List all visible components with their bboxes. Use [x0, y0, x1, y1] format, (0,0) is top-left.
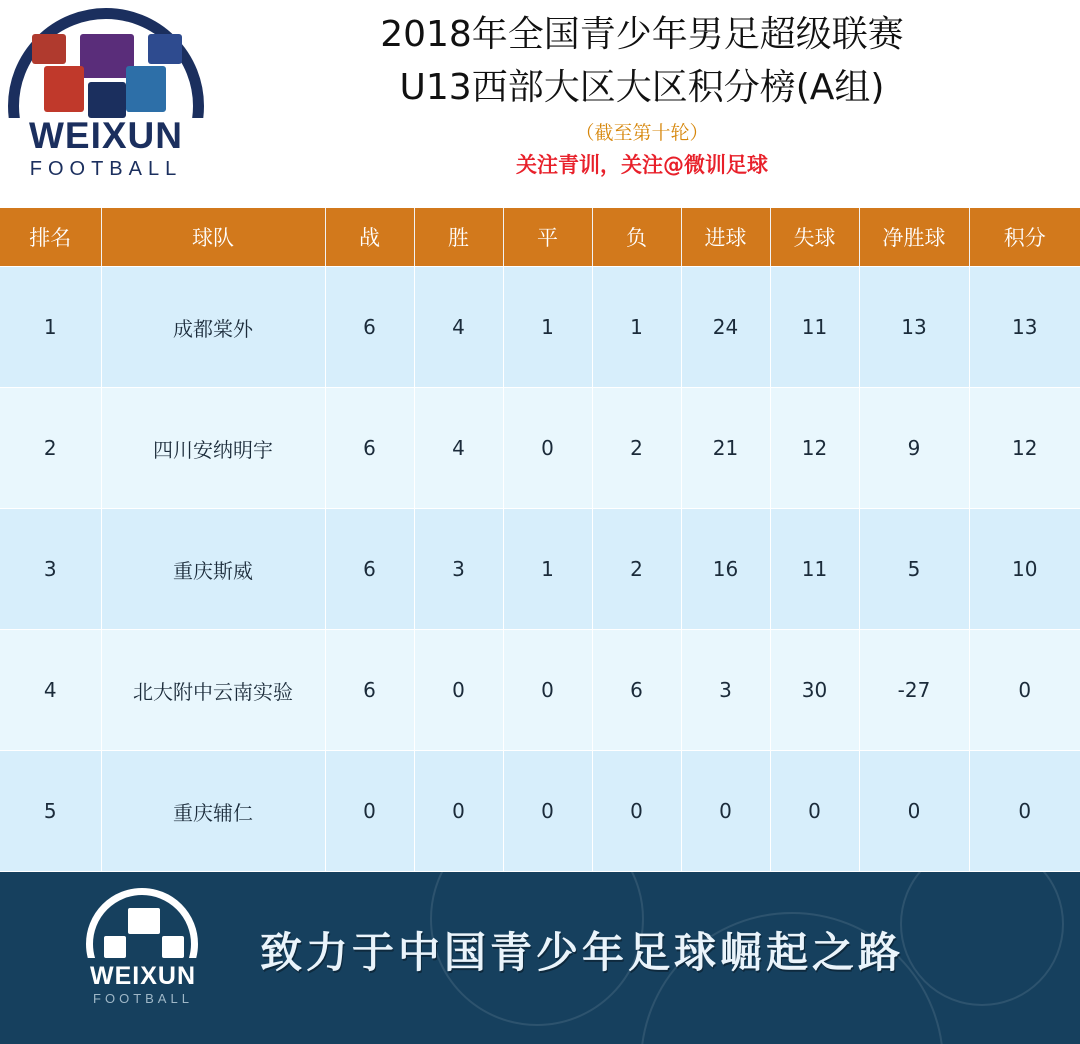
- cell-loss: 6: [592, 630, 681, 751]
- table-row: [0, 388, 1080, 509]
- footer-banner: [0, 872, 1080, 1044]
- cell-ga: 11: [770, 509, 859, 630]
- column-header-team: 球队: [101, 208, 325, 267]
- cell-points: 0: [969, 751, 1080, 872]
- cell-draw: 0: [503, 388, 592, 509]
- cell-team: 重庆辅仁: [101, 751, 325, 872]
- promo-text: 关注青训，关注@微训足球: [516, 153, 768, 177]
- cell-points: 0: [969, 630, 1080, 751]
- brand-logo-main: WEIXUN: [29, 115, 183, 156]
- table-row: [0, 751, 1080, 872]
- cell-team: 成都棠外: [101, 267, 325, 388]
- cell-played: 6: [325, 509, 414, 630]
- cell-loss: 2: [592, 388, 681, 509]
- cell-ga: 11: [770, 267, 859, 388]
- cell-team: 北大附中云南实验: [101, 630, 325, 751]
- column-header-gf: 进球: [681, 208, 770, 267]
- cell-rank: 5: [0, 751, 101, 872]
- column-header-gd: 净胜球: [859, 208, 969, 267]
- cell-loss: 1: [592, 267, 681, 388]
- page-header: [0, 0, 1080, 208]
- table-header-row: [0, 208, 1080, 267]
- cell-team: 重庆斯威: [101, 509, 325, 630]
- table-row: [0, 267, 1080, 388]
- cell-gd: 0: [859, 751, 969, 872]
- cell-gd: -27: [859, 630, 969, 751]
- cell-played: 6: [325, 388, 414, 509]
- table-row: [0, 509, 1080, 630]
- column-header-loss: 负: [592, 208, 681, 267]
- footer-logo-sub: FOOTBALL: [93, 991, 193, 1006]
- cell-win: 4: [414, 388, 503, 509]
- cell-team: 四川安纳明宇: [101, 388, 325, 509]
- brand-logo-sub: FOOTBALL: [29, 158, 183, 180]
- column-header-draw: 平: [503, 208, 592, 267]
- cell-draw: 1: [503, 509, 592, 630]
- cell-rank: 4: [0, 630, 101, 751]
- cell-gf: 16: [681, 509, 770, 630]
- cell-gf: 0: [681, 751, 770, 872]
- footer-logo-main: WEIXUN: [90, 962, 196, 990]
- column-header-played: 战: [325, 208, 414, 267]
- cell-points: 10: [969, 509, 1080, 630]
- column-header-win: 胜: [414, 208, 503, 267]
- cell-loss: 0: [592, 751, 681, 872]
- cell-win: 3: [414, 509, 503, 630]
- brand-logo: [0, 0, 212, 200]
- cell-draw: 1: [503, 267, 592, 388]
- cell-ga: 12: [770, 388, 859, 509]
- cell-gf: 3: [681, 630, 770, 751]
- cell-rank: 3: [0, 509, 101, 630]
- title-block: [212, 8, 1072, 180]
- cell-gd: 9: [859, 388, 969, 509]
- footer-slogan: 致力于中国青少年足球崛起之路: [260, 928, 905, 977]
- page-title-line-1: 2018年全国青少年男足超级联赛: [380, 14, 904, 55]
- standings-table: [0, 208, 1080, 872]
- cell-ga: 30: [770, 630, 859, 751]
- column-header-rank: 排名: [0, 208, 101, 267]
- soccer-ball-icon: [8, 8, 204, 118]
- page-subtitle: （截至第十轮）: [575, 122, 709, 144]
- footer-brand-logo: [68, 888, 218, 1028]
- cell-draw: 0: [503, 630, 592, 751]
- cell-win: 4: [414, 267, 503, 388]
- cell-loss: 2: [592, 509, 681, 630]
- cell-rank: 1: [0, 267, 101, 388]
- cell-rank: 2: [0, 388, 101, 509]
- cell-points: 13: [969, 267, 1080, 388]
- cell-played: 6: [325, 630, 414, 751]
- page-title-line-2: U13西部大区大区积分榜(A组): [399, 67, 885, 108]
- cell-gd: 5: [859, 509, 969, 630]
- cell-draw: 0: [503, 751, 592, 872]
- cell-gf: 24: [681, 267, 770, 388]
- table-row: [0, 630, 1080, 751]
- cell-gd: 13: [859, 267, 969, 388]
- cell-win: 0: [414, 630, 503, 751]
- cell-gf: 21: [681, 388, 770, 509]
- column-header-points: 积分: [969, 208, 1080, 267]
- cell-ga: 0: [770, 751, 859, 872]
- cell-played: 6: [325, 267, 414, 388]
- column-header-ga: 失球: [770, 208, 859, 267]
- cell-played: 0: [325, 751, 414, 872]
- cell-win: 0: [414, 751, 503, 872]
- cell-points: 12: [969, 388, 1080, 509]
